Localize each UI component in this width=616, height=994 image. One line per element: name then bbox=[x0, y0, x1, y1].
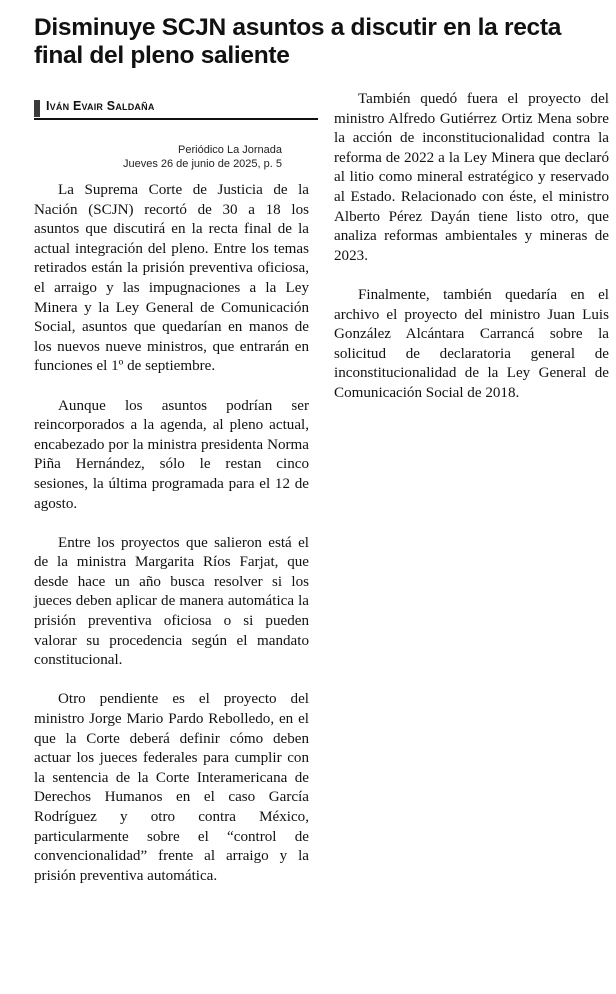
paragraph: La Suprema Corte de Justicia de la Nación (SCJN) recortó de 30 a 18 los asuntos que discutirá en la recta final de la actual integración del pleno. Entre los temas retirados están la prisión preventiva oficiosa, el arraigo y las impugnaciones a la Ley Minera y la Ley General de Comunicación Social, asuntos que quedarían en manos de los nuevos nueve ministros, que entrarán en funciones el 1º de septiembre. bbox=[34, 182, 309, 375]
paragraph: También quedó fuera el proyecto del ministro Alfredo Gutiérrez Ortiz Mena sobre la acción de inconstitucionalidad contra la reforma de 2022 a la Ley Minera que declaró al litio como mineral estratégico y reservado al Estado. Relacionado con éste, el ministro Alberto Pérez Dayán tiene listo otro, que analiza reformas ambientales y mineras de 2023. bbox=[334, 91, 609, 264]
source-date: Jueves 26 de junio de 2025, p. 5 bbox=[122, 158, 282, 170]
column-right bbox=[334, 90, 609, 404]
headline: Disminuye SCJN asuntos a discutir en la recta final del pleno saliente bbox=[34, 14, 562, 69]
column-left bbox=[34, 181, 309, 886]
paragraph: Aunque los asuntos podrían ser reincorporados a la agenda, al pleno actual, encabezado por la ministra presidenta Norma Piña Hernández, sólo le restan cinco sesiones, la última programada para el 12 de agosto. bbox=[34, 397, 309, 512]
paragraph: Otro pendiente es el proyecto del ministro Jorge Mario Pardo Rebolledo, en el que la Corte deberá definir cómo deben actuar los jueces federales para cumplir con la sentencia de la Corte Interamericana de Derechos Humanos en el caso García Rodríguez y otro contra México, particularmente sobre el “control de convencionalidad” frente al arraigo y la prisión preventiva automática. bbox=[34, 691, 309, 884]
source-credit bbox=[34, 143, 282, 171]
paragraph: Finalmente, también quedaría en el archivo el proyecto del ministro Juan Luis González Alcántara Carrancá sobre la solicitud de declaratoria general de inconstitucionalidad de la Ley General de Comunicación Social de 2018. bbox=[334, 286, 609, 401]
byline-marker bbox=[34, 100, 40, 117]
paragraph: Entre los proyectos que salieron está el de la ministra Margarita Ríos Farjat, que desde hace un año busca resolver si los jueces deben aplicar de manera automática la prisión preventiva oficiosa o si pueden valorar su procedencia según el mandato constitucional. bbox=[34, 534, 309, 669]
source-name: Periódico La Jornada bbox=[178, 144, 282, 156]
byline bbox=[34, 98, 318, 120]
author-name: Iván Evair Saldaña bbox=[46, 99, 155, 113]
